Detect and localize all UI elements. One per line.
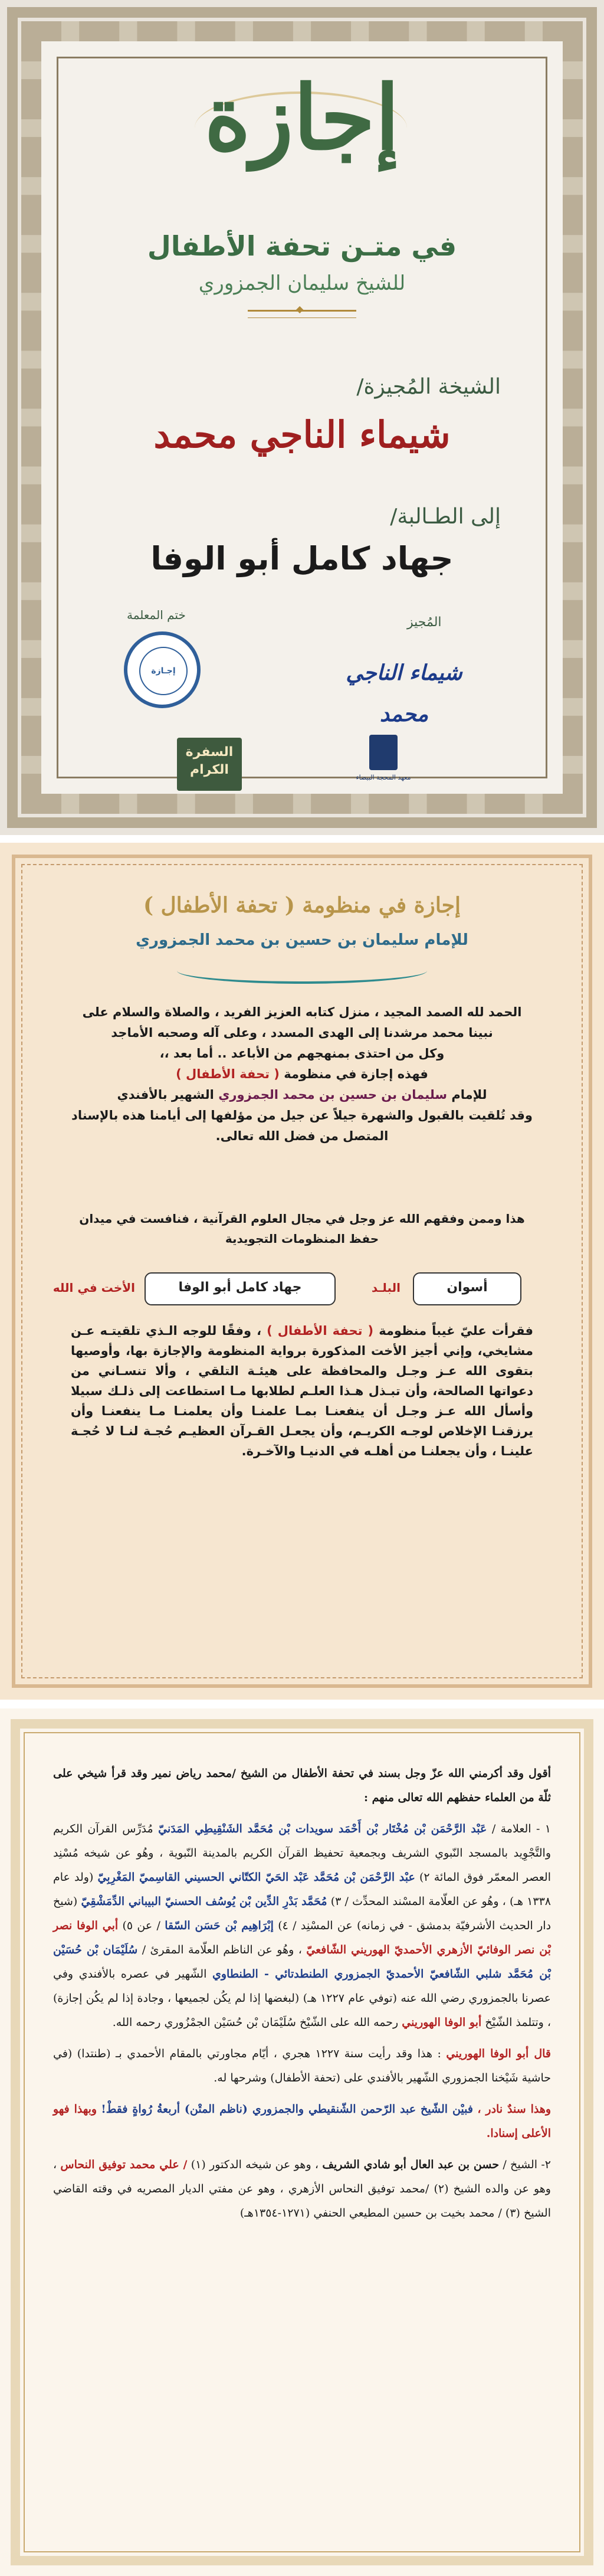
page-subtitle: للإمام سليمان بن حسين بن محمد الجمزوري xyxy=(136,931,468,949)
student-label: إلى الطـالبة/ xyxy=(390,505,501,529)
mahad-emblem-icon xyxy=(369,735,398,770)
certificate-text-page xyxy=(0,843,604,1700)
matn-name: ( تحفة الأطفال ) xyxy=(176,1067,280,1081)
shaykha-name: شيماء الناجي محمد xyxy=(153,413,451,456)
certificate-body: فقرأت عليّ غيباً منظومة ( تحفة الأطفال ) ، وفقًا للوجه الـذي تلقيتـه عـن مشايخي، وإني أجيز الأخت المذكورة برواية المنظومة والإجازة بها، وأوصيها بتقوى الله عـز وجـل والمحافظة على هيئـة التلقي ، وألا تنسـاني من دعواتها الصالحة، وأن تبـذل هـذا العلـم لطلابها مـا استطاعت إلى ذلـك سبيلا وأسأل الله عـز وجـل أن ينفعنـا بمـا علمنـا وأن يعلمنـا مـا ينفعنـا وأن يرزقنـا الإخلاص لوجـه الكريـم، وأن يجعـل القـرآن العظيـم حُجـة لنـا لا حُجـة علينـا ، وأن يجعلنـا من أهلـه في الدنيـا والآخـرة. xyxy=(71,1324,533,1458)
mujeez-label: المُجيز xyxy=(407,615,442,630)
teacher-seal-label: ختم المعلمة xyxy=(127,608,186,622)
page-title: إجازة في منظومة ( تحفة الأطفال ) xyxy=(143,893,461,918)
country-box: أسوان xyxy=(413,1272,521,1305)
student-name-box: جهاد كامل أبو الوفا xyxy=(145,1272,336,1305)
chain-of-narration-page xyxy=(0,1708,604,2576)
shaykha-label: الشيخة المُجيزة/ xyxy=(356,375,501,399)
certificate-title: إجازة xyxy=(204,66,400,170)
mahad-logo-text: معهد المحجة البيضاء xyxy=(356,774,411,781)
title-swoosh xyxy=(177,958,427,984)
mahad-logo xyxy=(330,735,436,794)
sanad-note: وهذا سندٌ نادر ، فبيْن الشّيخ عبد الرّحمن الشّنقيطي والجمزوري (ناظم المتْن) أربعةُ رُواةٍ فقطْ! وبهذا فهو الأعلى إسنادا. xyxy=(53,2103,552,2140)
opening-line-2: وكل من احتذى بمنهجهم من الأباعد .. أما بعد ،، xyxy=(159,1046,445,1060)
student-name: جهاد كامل أبو الوفا xyxy=(150,540,454,577)
sister-label: الأخت في الله xyxy=(52,1281,135,1295)
teacher-seal xyxy=(124,631,201,708)
sanad-item-2: ٢- الشيخ / حسن بن عبد العال أبو شادي الشريف ، وهو عن شيخه الدكتور (١) / علي محمد توفيق النحاس ، وهو عن والده الشيخ (٢) /محمد توفيق النحاس الأزهري ، وهو عن مفتي الديار المصريه في وقته القاضي الشيخ (٣) / محمد بخيت بن حسين المطيعي الحنفي (١٢٧١-١٣٥٤هـ) xyxy=(53,2158,551,2220)
imam-name: سليمان بن حسين بن محمد الجمزوري xyxy=(218,1088,448,1102)
opening-line-5: وقد تُلقيت بالقبول والشهرة جيلاً عن جيل من مؤلفها إلى أيامنا هذه بالإسناد المتصل من فضل الله تعالى. xyxy=(71,1108,533,1143)
safara-logo: السفرة الكرام xyxy=(177,738,242,791)
signature: شيماء الناجي محمد xyxy=(346,660,462,726)
opening-text xyxy=(71,1002,533,1147)
sanad-intro: أقول وقد أكرمني الله عزّ وجل بسند في تحفة الأطفال من الشيخ /محمد رياض نمير وقد قرأ شيخي على ثلّة من العلماء حفظهم الله تعالى منهم : xyxy=(53,1767,551,1804)
seal-text: إجـازة xyxy=(139,647,188,695)
sanad-item-1: ١ - العلامة / عَبْد الرَّحْمَن بْن مُخْتَار بْن أَحْمَد سويدات بْن مُحَمَّد الشَنْقِيطِي المَدَنيّ مُدَرِّس القرآن الكريم والتَّجْوِيد بالمسجد النّبوي الشريف وبجمعية تحفيظ القرآن الكريم بالمدينة النّبوية ، وهُو عن شيخه مُسْنِد العصر المعمّر فوق المائة ٢) عبْد الرَّحْمَن بْن مُحَمَّد عَبْد الحَيّ الكتّاني الحسيني القاسِميّ المَغْرِبِيّ (ولد عام ١٣٣٨ هـ) ، وهُو عن العلّامة المسْند المحدِّث / ٣) مُحَمَّد بَدْرِ الدِّين بْن يُوسُف الحسنيّ البيباني الدِّمَشْقِيّ (شيخ دار الحديث الأشرفيّة بدمشق - في زمانه) عن المسْنِد / ٤) إبْرَاهِيم بْن حَسَن السّقا / عن ٥) أبي الوفا نصر بْن نصر الوفائيّ الأزهري الأحمديّ الهوريني الشّافعيّ ، وهُو عن الناظم العلّامة المقرئ / سُلَيْمَان بْن حُسَيْن بْن مُحَمَّد شلبي الشّافعيّ الأحمديّ الجمزوري الطنطدتائي - الطنطاوي الشّهير في عصره بالأفندي وفي عصرنا بالجمزوري رضي الله عنه (توفي عام ١٢٢٧ هـ) (لبغضها إذا لم يكُن لجميعها ، وجادة إذا لم يكُن إجازة) ، وتتلمذ الشّيْخ أبو الوفا الهوريني رحمه الله على الشّيْخ سُلَيْمَان بْن حُسَيْن الجمْزُوري رحمه الله. xyxy=(53,1822,552,2029)
certificate-subtitle: في متـن تحفة الأطفال xyxy=(147,230,457,262)
opening-line-3: فهذه إجازة في منظومة ( تحفة الأطفال ) xyxy=(176,1067,428,1081)
author-line: للشيخ سليمان الجمزوري xyxy=(198,271,406,295)
ornament-divider xyxy=(248,310,356,318)
certificate-cover-page xyxy=(0,0,604,835)
intro-line: هذا وممن وفقهم الله عز وجل في مجال العلوم القرآنية ، فنافست في ميدان حفظ المنظومات التجويدية xyxy=(79,1212,525,1246)
country-label: البلـد xyxy=(371,1281,401,1295)
sanad-text xyxy=(53,1762,551,2233)
sanad-quote: قال أبو الوفا الهوريني : هذا وقد رأيت سنة ١٢٢٧ هجري ، أيّام مجاورتي بالمقام الأحمدي بـ (طنتدا) (في حاشية شَيْخنا الجمزوري الشّهير بالأفندي على (تحفة الأطفال) وشرحها له. xyxy=(53,2047,551,2084)
page-inner-border xyxy=(21,864,583,1678)
opening-line-4: للإمام سليمان بن حسين بن محمد الجمزوري الشهير بالأفندي xyxy=(117,1088,487,1102)
opening-line-1: الحمد لله الصمد المجيد ، منزل كتابه العزيز الفريد ، والصلاة والسلام على نبينا محمد مرشدنا إلى الهدى المسدد ، وعلى آله وصحبه الأماجد xyxy=(82,1005,522,1040)
